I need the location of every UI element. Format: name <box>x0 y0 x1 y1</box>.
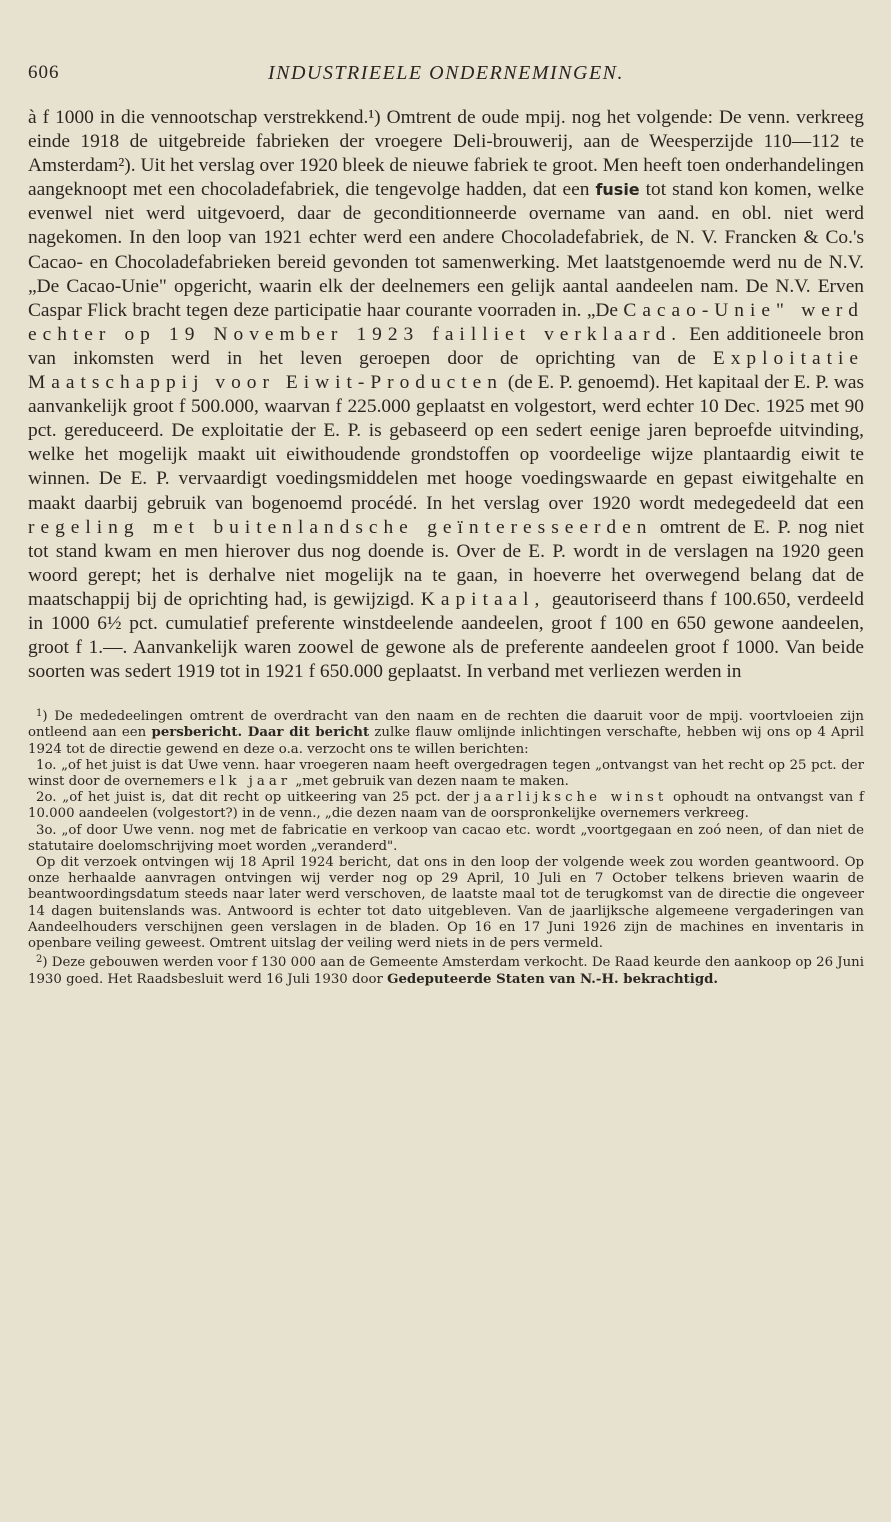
footnotes <box>28 706 864 987</box>
body-paragraph <box>28 106 864 684</box>
footnote-2: $^2$) Deze gebouwen werden voor f 130 000 aan de Gemeente Amsterdam verkocht. De Raad keurde den aankoop op 26 Juni 1930 goed. Het Raadsbesluit werd 16 Juli 1930 door Gedeputeerde Staten van N.-H. bekrachtigd. <box>28 954 864 987</box>
text-run: 1o. „of het juist is dat Uwe venn. haar vroegeren naam heeft overgedragen tegen „ontvangst van het recht op 25 pct. der winst door de overnemers <box>28 757 864 790</box>
text-run: De mededeelingen omtrent de overdracht van den naam en de rechten die daaruit voor de mpij. voortvloeien zijn ontleend aan een <box>28 709 864 741</box>
emphasis-fusie: fusie <box>595 180 640 200</box>
text-run: geautoriseerd thans f 100.650, verdeeld in 1000 6½ pct. cumulatief preferente winstdeelende aandeelen, groot f 100 en 650 gewone aandeelen, groot f 1.—. Aanvankelijk waren zoowel de gewone als de preferente aandeelen groot f 1000. Van beide soorten was sedert 1919 tot in 1921 f 650.000 geplaatst. In verband met verliezen werden in <box>28 588 864 683</box>
text-run: zulke flauw omlijnde inlichtingen verschafte, hebben wij ons op 4 April 1924 tot de directie gewend en deze o.a. verzocht ons te willen berichten: <box>28 725 865 757</box>
footnote-paragraph: Op dit verzoek ontvingen wij 18 April 1924 bericht, dat ons in den loop der volgende week zou worden geantwoord. Op onze herhaalde aanvragen ontvingen wij verder nog op 29 April, 10 Juli en 7 October telkens brieven waarin de beantwoordingsdatum steeds naar later werd verschoven, de laatste maal tot de terugkomst van de directie die ongeveer 14 dagen buitenslands was. Antwoord is echter tot dato uitgebleven. Van de jaarlijksche algemeene vergaderingen van Aandeelhouders verschijnen geen verslagen in de bladen. Op 16 en 17 Juni 1926 zijn de machines en inventaris in openbare veiling geweest. Omtrent uitslag der veiling werd niets in de pers vermeld. <box>28 855 864 952</box>
text-run: „met gebruik van dezen naam te maken. <box>295 774 569 790</box>
spaced-text: Kapitaal, <box>420 588 546 610</box>
spaced-text: elk jaar <box>208 774 292 790</box>
text-run: Een additioneele bron van inkomsten werd in het leven geroepen door de oprichting van de <box>28 323 864 369</box>
footnote-item <box>28 758 864 790</box>
spaced-text: regeling met buitenlandsche geïnteresseerden <box>28 516 653 538</box>
text-run: (de E. P. genoemd). Het kapitaal der E. P. was aanvankelijk groot f 500.000, waarvan f 225.000 geplaatst en volgestort, werd echter 10 Dec. 1925 met 90 pct. gereduceerd. De exploitatie der E. P. is gebaseerd op een sedert eenige jaren beproefde uitvinding, welke het mogelijk maakt uit eiwithoudende grondstoffen op voordeelige wijze plantaardig eiwit te winnen. De E. P. vervaardigt voedingsmiddelen met hooge voedingswaarde en gepast eiwitgehalte en maakt daarbij gebruik van bogenoemd procédé. In het verslag over 1920 wordt medegedeeld dat een <box>28 372 864 514</box>
footnote-marker: 2 <box>36 954 43 966</box>
spaced-text: jaarlijksche winst <box>475 790 668 806</box>
page-header <box>28 56 864 96</box>
text-run: ophoudt na ontvangst van f 10.000 aandeelen (volgestort?) in de venn., „die dezen naam van de oorspronkelijke overnemers verkreeg. <box>28 790 864 822</box>
bold-text: Gedeputeerde Staten van N.-H. bekrachtigd. <box>387 971 719 987</box>
book-page <box>28 56 864 988</box>
text-run: à f 1000 in die vennootschap verstrekkend.¹) Omtrent de oude mpij. nog het volgende: De venn. verkreeg einde 1918 de uitgebreide fabrieken der vroegere Deli-brouwerij, aan de Weesperzijde 110—112 te Amsterdam²). Uit het verslag over 1920 bleek de nieuwe fabriek te groot. Men heeft toen onderhandelingen aangeknoopt met een chocoladefabriek, die tengevolge hadden, dat een <box>28 107 864 201</box>
footnote-1: $^1$) De mededeelingen omtrent de overdracht van den naam en de rechten die daaruit voor de mpij. voortvloeien zijn ontleend aan een persbericht. Daar dit bericht zulke flauw omlijnde inlichtingen verschafte, hebben wij ons op 4 April 1924 tot de directie gewend en deze o.a. verzocht ons te willen berichten: <box>28 708 865 757</box>
running-title: INDUSTRIEELE ONDERNEMINGEN. <box>267 62 625 84</box>
bold-text: persbericht. Daar dit bericht <box>151 725 370 741</box>
spaced-text: Cacao-Unie" werd echter op 19 November 1923 failliet verklaard. <box>28 299 864 345</box>
footnote-item <box>28 790 864 822</box>
text-run: tot stand kon komen, welke evenwel niet werd uitgevoerd, daar de geconditionneerde overname van aand. en obl. niet werd nagekomen. In den loop van 1921 echter werd een andere Chocoladefabriek, de N. V. Francken & Co.'s Cacao- en Chocoladefabrieken bereid gevonden tot samenwerking. Met laatstgenoemde werd nu de N.V. „De Cacao-Unie" opgericht, waarin elk der deelnemers een gelijk aantal aandeelen nam. De N.V. Erven Caspar Flick bracht tegen deze participatie haar courante voorraden in. „De <box>28 179 864 321</box>
spaced-text: Exploitatie Maatschappij voor Eiwit-Producten <box>28 347 864 394</box>
page-number: 606 <box>28 62 60 83</box>
footnote-item: 3o. „of door Uwe venn. nog met de fabricatie en verkoop van cacao etc. wordt „voortgegaan en zoó neen, of dan niet de statutaire doelomschrijving moet worden „veranderd". <box>28 822 864 854</box>
text-run: Deze gebouwen werden voor f 130 000 aan de Gemeente Amsterdam verkocht. De Raad keurde den aankoop op 26 Juni 1930 goed. Het Raadsbesluit werd 16 Juli 1930 door <box>28 955 864 987</box>
text-run: omtrent de E. P. nog niet tot stand kwam en men hierover dus nog doende is. Over de E. P. wordt in de verslagen na 1920 geen woord gerept; het is derhalve niet mogelijk na te gaan, in hoeverre het overwegend belang dat de maatschappij bij de oprichting had, is gewijzigd. <box>28 516 864 610</box>
footnote-marker: 1 <box>36 708 43 720</box>
text-run: 2o. „of het juist is, dat dit recht op uitkeering van 25 pct. der <box>36 790 470 806</box>
main-text <box>28 106 864 684</box>
